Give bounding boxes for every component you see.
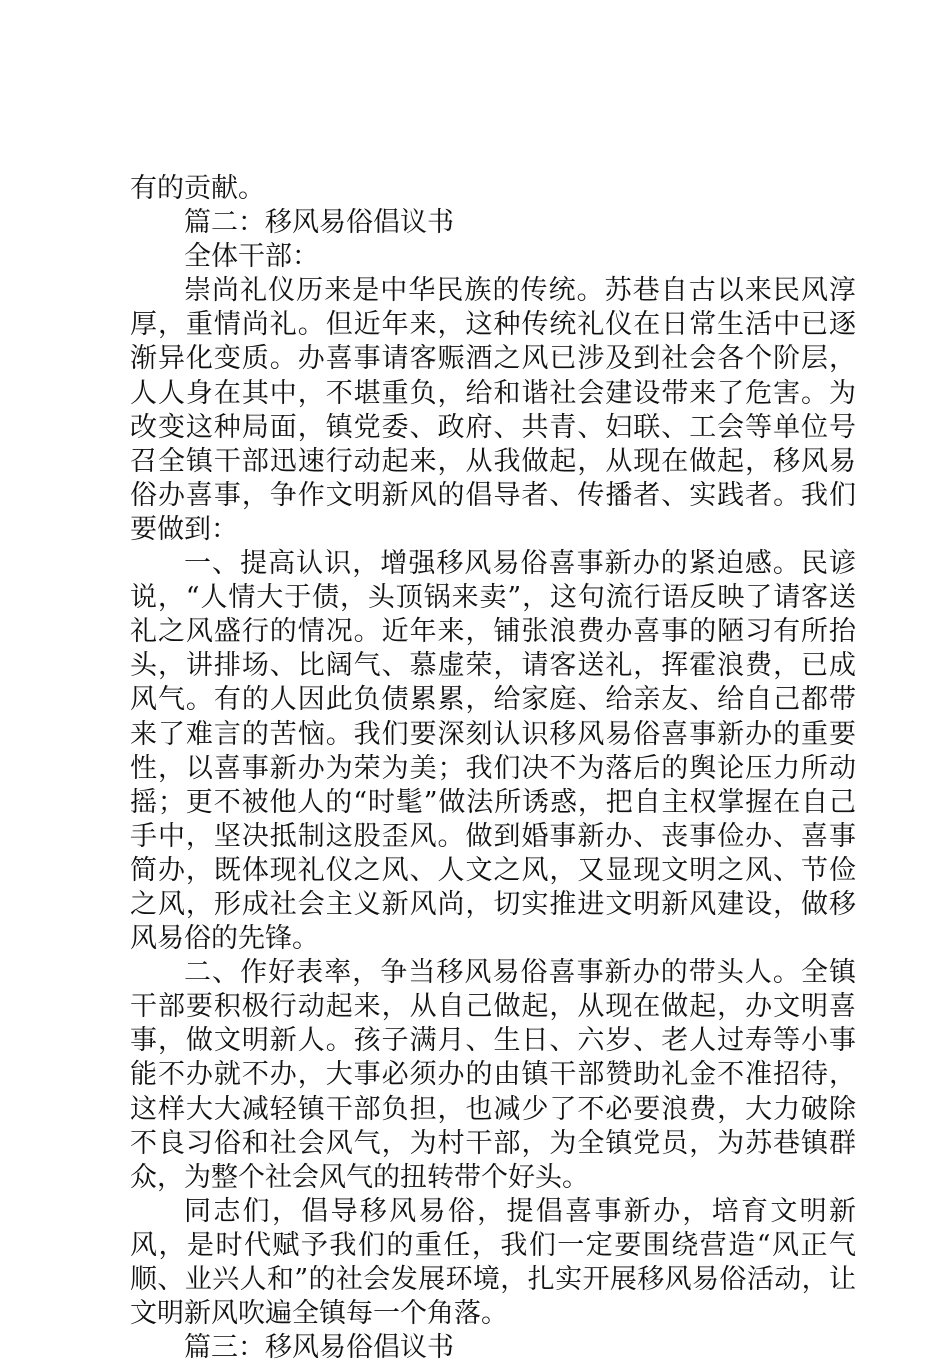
section-heading-2: 篇二：移风易俗倡议书 (184, 207, 454, 239)
paragraph-closing: 同志们，倡导移风易俗，提倡喜事新办，培育文明新风，是时代赋予我们的重任，我们一定要围绕营造“风正气顺、业兴人和”的社会发展环境，扎实开展移风易俗活动，让文明新风吹遍全镇每一个角落。 (130, 1195, 856, 1330)
paragraph-intro: 崇尚礼仪历来是中华民族的传统。苏巷自古以来民风淳厚，重情尚礼。但近年来，这种传统礼仪在日常生活中已逐渐异化变质。办喜事请客赈酒之风已涉及到社会各个阶层，人人身在其中，不堪重负，给和谐社会建设带来了危害。为改变这种局面，镇党委、政府、共青、妇联、工会等单位号召全镇干部迅速行动起来，从我做起，从现在做起，移风易俗办喜事，争作文明新风的倡导者、传播者、实践者。我们要做到： (130, 275, 856, 545)
section-heading-3: 篇三：移风易俗倡议书 (184, 1332, 454, 1364)
salutation: 全体干部： (184, 241, 319, 273)
paragraph-point-2: 二、作好表率，争当移风易俗喜事新办的带头人。全镇干部要积极行动起来，从自己做起，从现在做起，办文明喜事，做文明新人。孩子满月、生日、六岁、老人过寿等小事能不办就不办，大事必须办的由镇干部赞助礼金不准招待，这样大大减轻镇干部负担，也减少了不必要浪费，大力破除不良习俗和社会风气，为村干部，为全镇党员，为苏巷镇群众，为整个社会风气的扭转带个好头。 (130, 957, 856, 1193)
paragraph-continuation: 有的贡献。 (130, 173, 265, 204)
paragraph-point-1: 一、提高认识，增强移风易俗喜事新办的紧迫感。民谚说，“人情大于债，头顶锅来卖”，这句流行语反映了请客送礼之风盛行的情况。近年来，铺张浪费办喜事的陋习有所抬头，讲排场、比阔气、慕虚荣，请客送礼，挥霍浪费，已成风气。有的人因此负债累累，给家庭、给亲友、给自己都带来了难言的苦恼。我们要深刻认识移风易俗喜事新办的重要性，以喜事新办为荣为美；我们决不为落后的舆论压力所动摇；更不被他人的“时髦”做法所诱惑，把自主权掌握在自己手中，坚决抵制这股歪风。做到婚事新办、丧事俭办、喜事简办，既体现礼仪之风、人文之风，又显现文明之风、节俭之风，形成社会主义新风尚，切实推进文明新风建设，做移风易俗的先锋。 (130, 548, 856, 955)
document-body (130, 172, 856, 1365)
